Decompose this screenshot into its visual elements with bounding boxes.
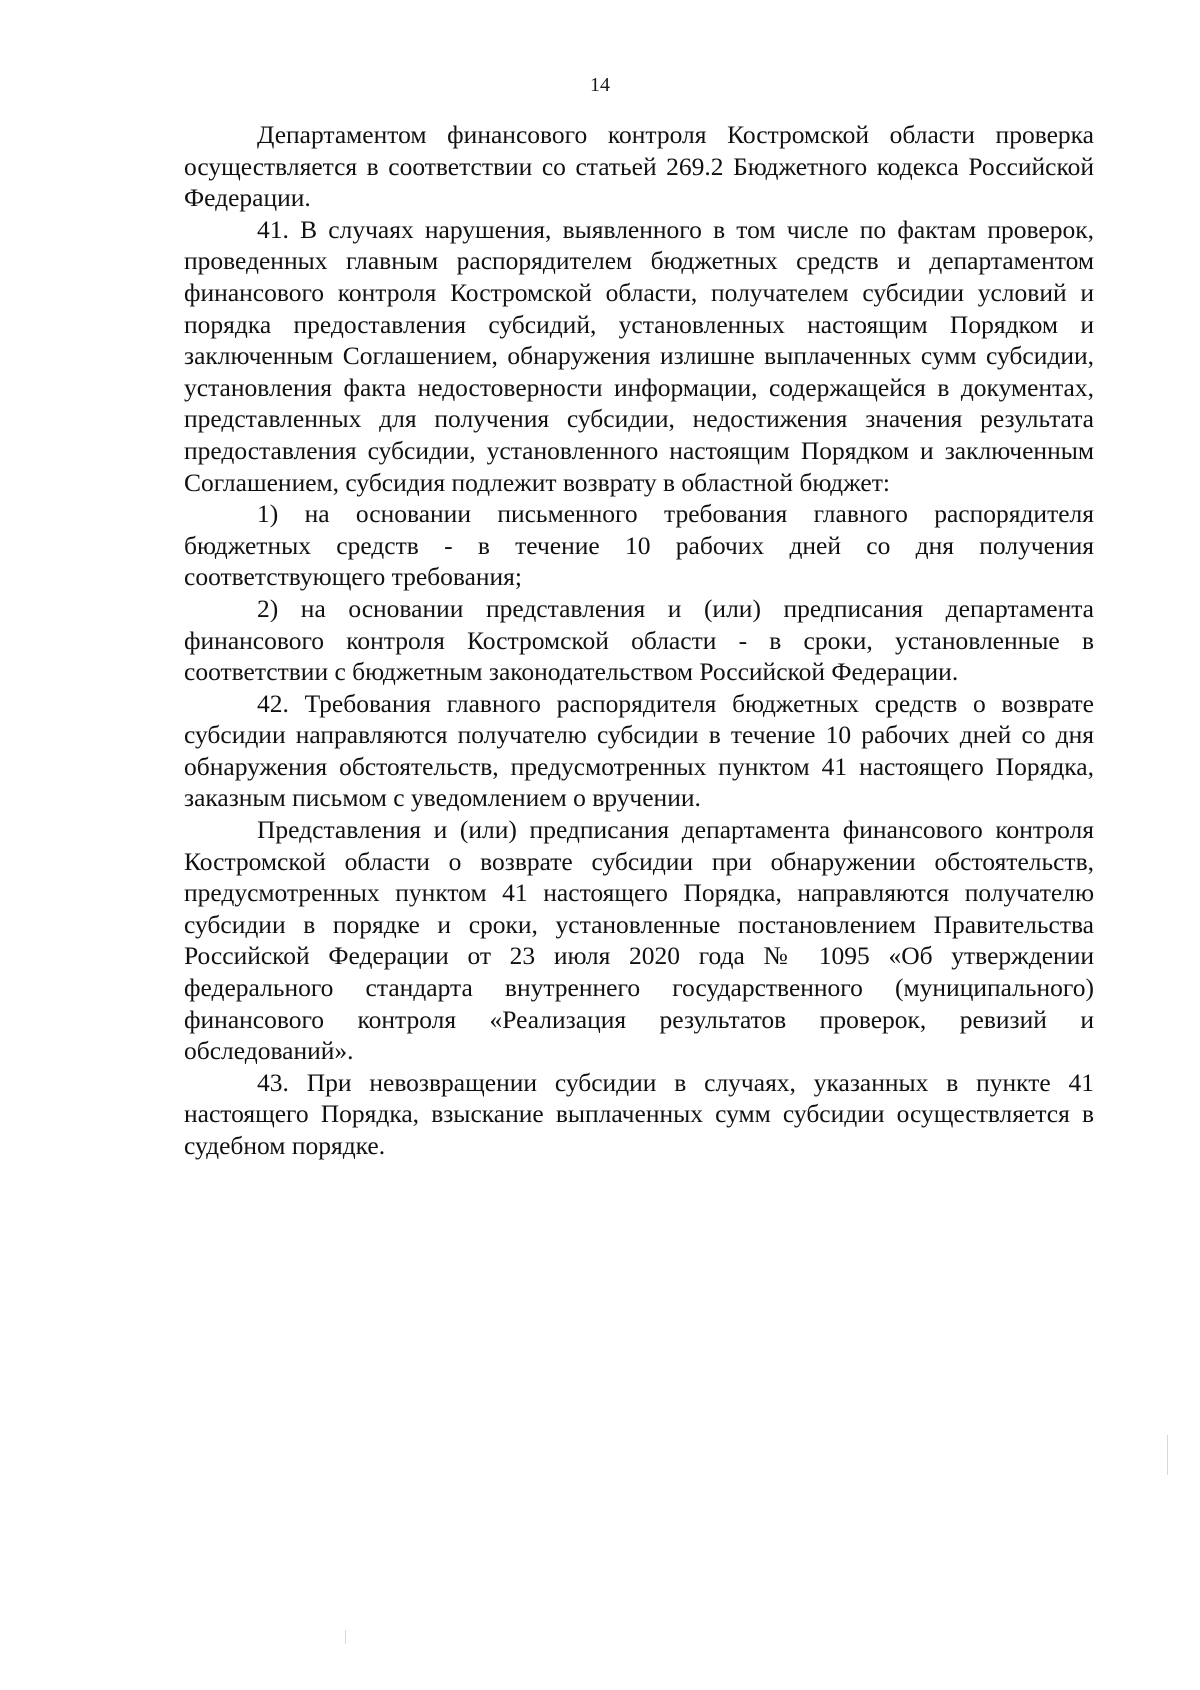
scan-artifact-line [1167,1435,1168,1475]
document-body [184,119,1094,1162]
paragraph-41-item-1: 1) на основании письменного требования главного распорядителя бюджетных средств - в течение 10 рабочих дней со дня получения соответствующего требования; [184,499,1094,592]
paragraph-41-item-2: 2) на основании представления и (или) предписания департамента финансового контроля Костромской области - в сроки, установленные в соответствии с бюджетным законодательством Российской Федерации. [184,593,1094,687]
paragraph-43: 43. При невозвращении субсидии в случаях, указанных в пункте 41 настоящего Порядка, взыскание выплаченных сумм субсидии осуществляется в судебном порядке. [184,1067,1094,1160]
paragraph-intro: Департаментом финансового контроля Костромской области проверка осуществляется в соответствии со статьей 269.2 Бюджетного кодекса Российской Федерации. [184,120,1094,213]
scan-artifact-line [345,1630,346,1644]
page-number: 14 [590,74,610,96]
paragraph-42: 42. Требования главного распорядителя бюджетных средств о возврате субсидии направляются получателю субсидии в течение 10 рабочих дней со дня обнаружения обстоятельств, предусмотренных пунктом 41 настоящего Порядка, заказным письмом с уведомлением о вручении. [184,688,1094,813]
paragraph-41: 41. В случаях нарушения, выявленного в том числе по фактам проверок, проведенных главным распорядителем бюджетных средств и департаментом финансового контроля Костромской области, получателем субсидии условий и порядка предоставления субсидий, установленных настоящим Порядком и заключенным Соглашением, обнаружения излишне выплаченных сумм субсидии, установления факта недостоверности информации, содержащейся в документах, представленных для получения субсидии, недостижения значения результата предоставления субсидии, установленного настоящим Порядком и заключенным Соглашением, субсидия подлежит возврату в областной бюджет: [184,214,1094,497]
paragraph-42-continued: Представления и (или) предписания департамента финансового контроля Костромской области о возврате субсидии при обнаружении обстоятельств, предусмотренных пунктом 41 настоящего Порядка, направляются получателю субсидии в порядке и сроки, установленные постановлением Правительства Российской Федерации от 23 июля 2020 года № 1095 «Об утверждении федерального стандарта внутреннего государственного (муниципального) финансового контроля «Реализация результатов проверок, ревизий и обследований». [184,815,1094,1066]
